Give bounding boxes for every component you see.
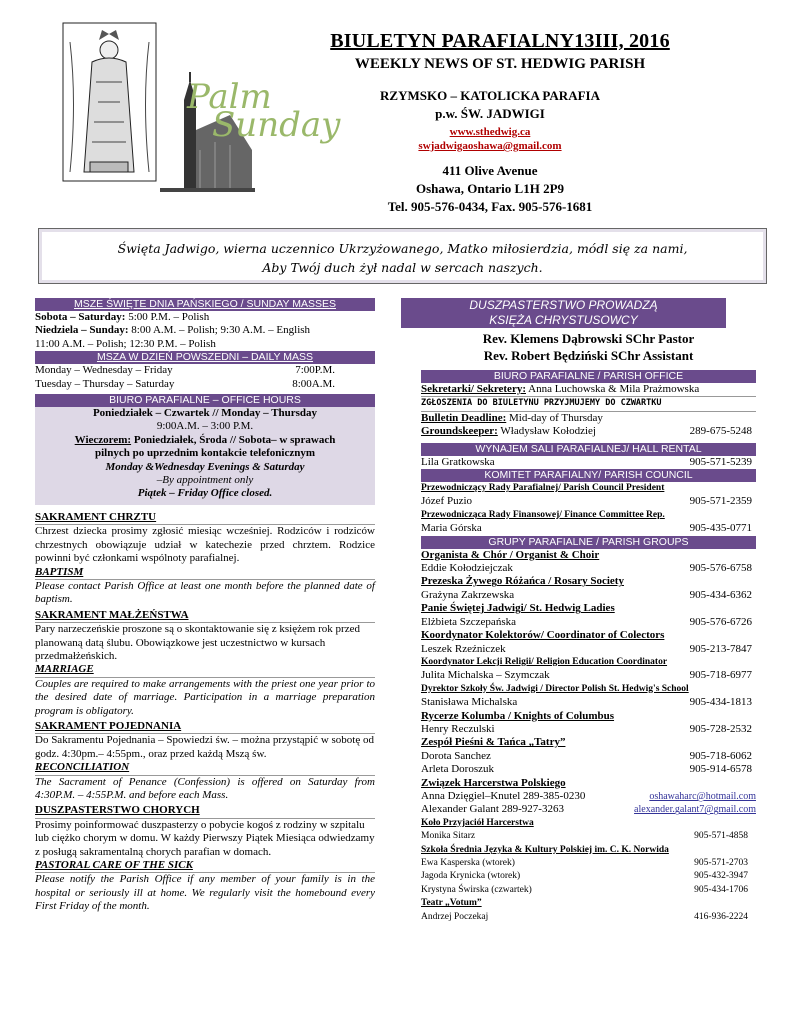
contact-name: Arleta Doroszuk <box>421 763 495 776</box>
contact-phone: 905-914-6578 <box>689 763 752 776</box>
evening-english: Monday &Wednesday Evenings & Saturday <box>105 460 305 473</box>
high-school-contact-row <box>421 870 756 883</box>
sunday-masses-header: MSZE ŚWIĘTE DNIA PAŃSKIEGO / SUNDAY MASSES <box>35 298 375 311</box>
contact-phone: 905-434-1813 <box>689 696 752 709</box>
reconciliation-en-text: The Sacrament of Penance (Confession) is offered on Saturday from 4:30P.M. – 4:55P.M. and before each Mass. <box>35 775 375 801</box>
prayer-line-2: Aby Twój duch żył nadal w sercach naszych. <box>262 260 543 275</box>
left-column <box>35 298 375 914</box>
office-days: Poniedziałek – Czwartek // Monday – Thursday <box>92 407 318 420</box>
contact-phone: 905-213-7847 <box>689 642 752 655</box>
contact-phone: 905-718-6062 <box>689 749 752 762</box>
address-city: Oshawa, Ontario L1H 2P9 <box>415 181 565 196</box>
deadline-label: Bulletin Deadline: <box>421 411 507 424</box>
bulletin-note: ZGŁOSZENIA DO BIULETYNU PRZYJMUJEMY DO CZWARTKU <box>421 396 756 411</box>
theatre-contact-phone: 416-936-2224 <box>694 911 748 922</box>
groundskeeper-name: Władysław Kołodziej <box>500 425 596 438</box>
contact-name: Grażyna Zakrzewska <box>421 588 515 601</box>
group-title: Prezeska Żywego Różańca / Rosary Society <box>421 575 624 588</box>
contact-phone: 905-571-2359 <box>689 495 752 508</box>
scouts-title: Związek Harcerstwa Polskiego <box>421 776 566 789</box>
scouts-email-1[interactable]: oshawaharc@hotmail.com <box>649 790 756 802</box>
group-entry <box>421 482 756 509</box>
saint-hedwig-image <box>62 22 157 182</box>
contact-phone: 905-576-6726 <box>689 615 752 628</box>
baptism-en-heading: BAPTISM <box>35 566 375 580</box>
parish-office-header: BIURO PARAFIALNE / PARISH OFFICE <box>421 370 756 383</box>
logo-word-sunday: Sunday <box>212 105 341 145</box>
theatre-contact-name: Andrzej Poczekaj <box>421 911 489 922</box>
sunday-label: Niedziela – Sunday: <box>35 324 129 337</box>
hall-contact-phone: 905-571-5239 <box>689 455 752 468</box>
daily-days-2: Tuesday – Thursday – Saturday <box>35 377 175 390</box>
scouts-friends-title: Koło Przyjaciół Harcerstwa <box>421 817 534 828</box>
reconciliation-en-heading: RECONCILIATION <box>35 761 375 775</box>
contact-name: Krystyna Świrska (czwartek) <box>421 884 532 895</box>
scouts-contact-2: Alexander Galant 289-927-3263 <box>421 803 564 816</box>
office-time: 9:00A.M. – 3:00 P.M. <box>156 420 254 433</box>
contact-phone: 905-576-6758 <box>689 562 752 575</box>
contact-name: Ewa Kasperska (wtorek) <box>421 858 515 868</box>
friday-closed: Piątek – Friday Office closed. <box>137 487 273 500</box>
sick-pl-heading: DUSZPASTERSTWO CHORYCH <box>35 804 375 818</box>
group-title: Dyrektor Szkoły Św. Jadwigi / Director Polish St. Hedwig's School <box>421 683 689 694</box>
group-contact-row <box>421 562 756 575</box>
contact-name: Leszek Rzeźniczek <box>421 642 506 655</box>
contact-phone: 905-435-0771 <box>689 522 752 535</box>
prayer-line-1: Święta Jadwigo, wierna uczennico Ukrzyżowanego, Matko miłosierdzia, módl się za nami, <box>117 241 688 256</box>
marriage-en-heading: MARRIAGE <box>35 663 375 677</box>
clergy-header <box>401 298 726 328</box>
scouts-friends-name: Monika Sitarz <box>421 831 476 842</box>
group-entry <box>421 629 756 656</box>
scouts-email-2[interactable]: alexander.galant7@gmail.com <box>634 804 756 816</box>
parish-groups-header: GRUPY PARAFIALNE / PARISH GROUPS <box>421 536 756 549</box>
baptism-pl-text: Chrzest dziecka prosimy zgłosić miesiąc wcześniej. Rodziców i rodziców chrzestnych obowiązuje udział w katechezie przed chrztem. Rodzice powinni być członkami wspólnoty parafialnej. <box>35 525 375 565</box>
sunday-mass-2: 11:00 A.M. – Polish; 12:30 P.M. – Polish <box>35 337 216 350</box>
baptism-en-text: Please contact Parish Office at least one month before the planned date of baptism. <box>35 579 375 606</box>
daily-time-2: 8:00A.M. <box>292 377 335 390</box>
reconciliation-pl-text: Do Sakramentu Pojednania – Spowiedzi św. – można przystąpić w sobotę od godz. 4:30pm.– 4:55pm., oraz przed każdą Mszą św. <box>35 734 374 760</box>
groundskeeper-label: Groundskeeper: <box>421 425 498 438</box>
group-contact-row <box>421 522 756 535</box>
contact-name: Henry Reczulski <box>421 722 495 735</box>
sunday-mass: 8:00 A.M. – Polish; 9:30 A.M. – English <box>131 324 311 337</box>
daily-mass-header: MSZA W DZIEŃ POWSZEDNI – DAILY MASS <box>35 351 375 364</box>
group-title: Organista & Chór / Organist & Choir <box>421 548 600 561</box>
parish-council-header: KOMITET PARAFIALNY/ PARISH COUNCIL <box>421 469 756 482</box>
hall-rental-header: WYNAJEM SALI PARAFIALNEJ/ HALL RENTAL <box>421 443 756 456</box>
high-school-contact-row <box>421 857 756 870</box>
right-column <box>421 298 756 924</box>
contact-name: Józef Puzio <box>421 495 473 508</box>
assistant-name: Rev. Robert Będziński SChr Assistant <box>483 348 694 363</box>
group-title: Koordynator Lekcji Religii/ Religion Education Coordinator <box>421 656 668 667</box>
secretary-names: Anna Luchowska & Mila Prażmowska <box>528 383 700 395</box>
marriage-en-text: Couples are required to make arrangements with the priest one year prior to the desired date of marriage. Participation in a marriage preparation program is obligatory. <box>35 677 375 717</box>
daily-days-1: Monday – Wednesday – Friday <box>35 364 173 377</box>
group-contact-row <box>421 643 756 656</box>
contact-phone: 905-728-2532 <box>689 722 752 735</box>
clergy-header-line-2: KSIĘŻA CHRYSTUSOWCY <box>489 313 638 327</box>
church-patron: p.w. ŚW. JADWIGI <box>435 106 545 121</box>
church-name: RZYMSKO – KATOLICKA PARAFIA <box>380 88 600 103</box>
address-street: 411 Olive Avenue <box>442 163 538 178</box>
group-contact-row <box>421 696 756 709</box>
saturday-mass: 5:00 P.M. – Polish <box>128 311 210 323</box>
website-link[interactable]: www.sthedwig.ca <box>449 126 531 138</box>
evening-text: Poniedziałek, Środa // Sobota– w sprawach pilnych po uprzednim kontakcie telefonicznym <box>94 433 336 460</box>
high-school-list <box>421 857 756 897</box>
group-contact-row <box>421 616 756 629</box>
group-title: Przewodnicząca Rady Finansowej/ Finance Committee Rep. <box>421 509 665 520</box>
group-contact-row <box>421 750 756 763</box>
contact-phone: 905-434-1706 <box>694 884 748 895</box>
group-contact-row <box>421 589 756 602</box>
palm-sunday-logo <box>182 77 341 152</box>
group-title: Przewodniczący Rady Parafialnej/ Parish Council President <box>421 483 665 494</box>
contact-phone: 905-434-6362 <box>689 588 752 601</box>
contact-name: Jagoda Krynicka (wtorek) <box>421 871 521 882</box>
sick-en-heading: PASTORAL CARE OF THE SICK <box>35 859 375 873</box>
office-hours-header: BIURO PARAFIALNE – OFFICE HOURS <box>35 394 375 407</box>
group-entry <box>421 575 756 602</box>
theatre-title: Teatr „Votum” <box>421 898 482 909</box>
group-entry <box>421 710 756 737</box>
contact-name: Eddie Kołodziejczak <box>421 562 513 575</box>
scouts-friends-phone: 905-571-4858 <box>694 831 748 842</box>
group-contact-row <box>421 763 756 776</box>
baptism-pl-heading: SAKRAMENT CHRZTU <box>35 511 375 525</box>
prayer-banner <box>38 228 767 284</box>
group-contact-row <box>421 669 756 682</box>
scouts-contact-1: Anna Dzięgiel–Knutel 289-385-0230 <box>421 789 586 802</box>
contact-name: Julita Michalska – Szymczak <box>421 669 550 682</box>
group-title: Zespół Pieśni & Tańca „Tatry” <box>421 736 566 749</box>
contact-phone: 905-432-3947 <box>694 871 748 882</box>
deadline-text: Mid-day of Thursday <box>509 411 603 424</box>
bulletin-subtitle: WEEKLY NEWS OF ST. HEDWIG PARISH <box>354 56 646 72</box>
groundskeeper-phone: 289-675-5248 <box>689 425 752 438</box>
contact-phone: 905-571-2703 <box>694 858 748 868</box>
sick-en-text: Please notify the Parish Office if any member of your family is in the hospital or seriously ill at home. We regularly visit the homebound every First Friday of the month. <box>35 873 375 913</box>
saturday-label: Sobota – Saturday: <box>35 311 126 323</box>
bulletin-title: BIULETYN PARAFIALNY13III, 2016 <box>330 30 670 52</box>
logo-word-palm: Palm <box>187 77 272 117</box>
pastor-name: Rev. Klemens Dąbrowski SChr Pastor <box>482 331 695 346</box>
contact-name: Dorota Sanchez <box>421 749 491 762</box>
evening-label: Wieczorem: <box>74 433 132 446</box>
secretary-label: Sekretarki/ Sekretery: <box>421 383 526 395</box>
group-entry <box>421 602 756 629</box>
sick-pl-text: Prosimy poinformować duszpasterzy o pobycie kogoś z rodziny w szpitalu lub ciężko chorym w domu. W każdy Pierwszy Piątek Miesiąca odwiedzamy z posługą sakramentalną chorych parafian w domach. <box>35 818 375 858</box>
contact-phone: 905-718-6977 <box>689 669 752 682</box>
contact-name: Elżbieta Szczepańska <box>421 615 516 628</box>
contact-name: Stanisława Michalska <box>421 696 518 709</box>
group-entry <box>421 683 756 710</box>
groups-list <box>421 549 756 777</box>
phone-fax: Tel. 905-576-0434, Fax. 905-576-1681 <box>387 199 593 214</box>
group-contact-row <box>421 723 756 736</box>
high-school-title: Szkoła Średnia Języka & Kultury Polskiej im. C. K. Norwida <box>421 844 669 855</box>
email-link[interactable]: swjadwigaoshawa@gmail.com <box>418 140 562 152</box>
appointment-note: –By appointment only <box>156 474 254 487</box>
group-entry <box>421 509 756 536</box>
high-school-contact-row <box>421 884 756 897</box>
group-entry <box>421 736 756 776</box>
group-title: Rycerze Kolumba / Knights of Columbus <box>421 709 615 722</box>
clergy-header-line-1: DUSZPASTERSTWO PROWADZĄ <box>469 298 658 312</box>
office-hours-box <box>35 394 375 505</box>
council-list <box>421 482 756 536</box>
reconciliation-pl-heading: SAKRAMENT POJEDNANIA <box>35 720 375 734</box>
group-entry <box>421 549 756 576</box>
hall-contact-name: Lila Gratkowska <box>421 455 495 468</box>
marriage-pl-heading: SAKRAMENT MAŁŻEŃSTWA <box>35 609 375 623</box>
marriage-pl-text: Pary narzeczeńskie proszone są o skontaktowanie się z księżem rok przed planowaną datą ślubu. Obowiązkowe jest uczestnictwo w kursach przedmałżeńskich. <box>35 623 360 662</box>
group-title: Koordynator Kolektorów/ Coordinator of Colectors <box>421 629 665 642</box>
group-entry <box>421 656 756 683</box>
group-title: Panie Świętej Jadwigi/ St. Hedwig Ladies <box>421 602 615 615</box>
daily-time-1: 7:00P.M. <box>295 364 335 377</box>
group-contact-row <box>421 495 756 508</box>
contact-name: Maria Górska <box>421 522 482 535</box>
